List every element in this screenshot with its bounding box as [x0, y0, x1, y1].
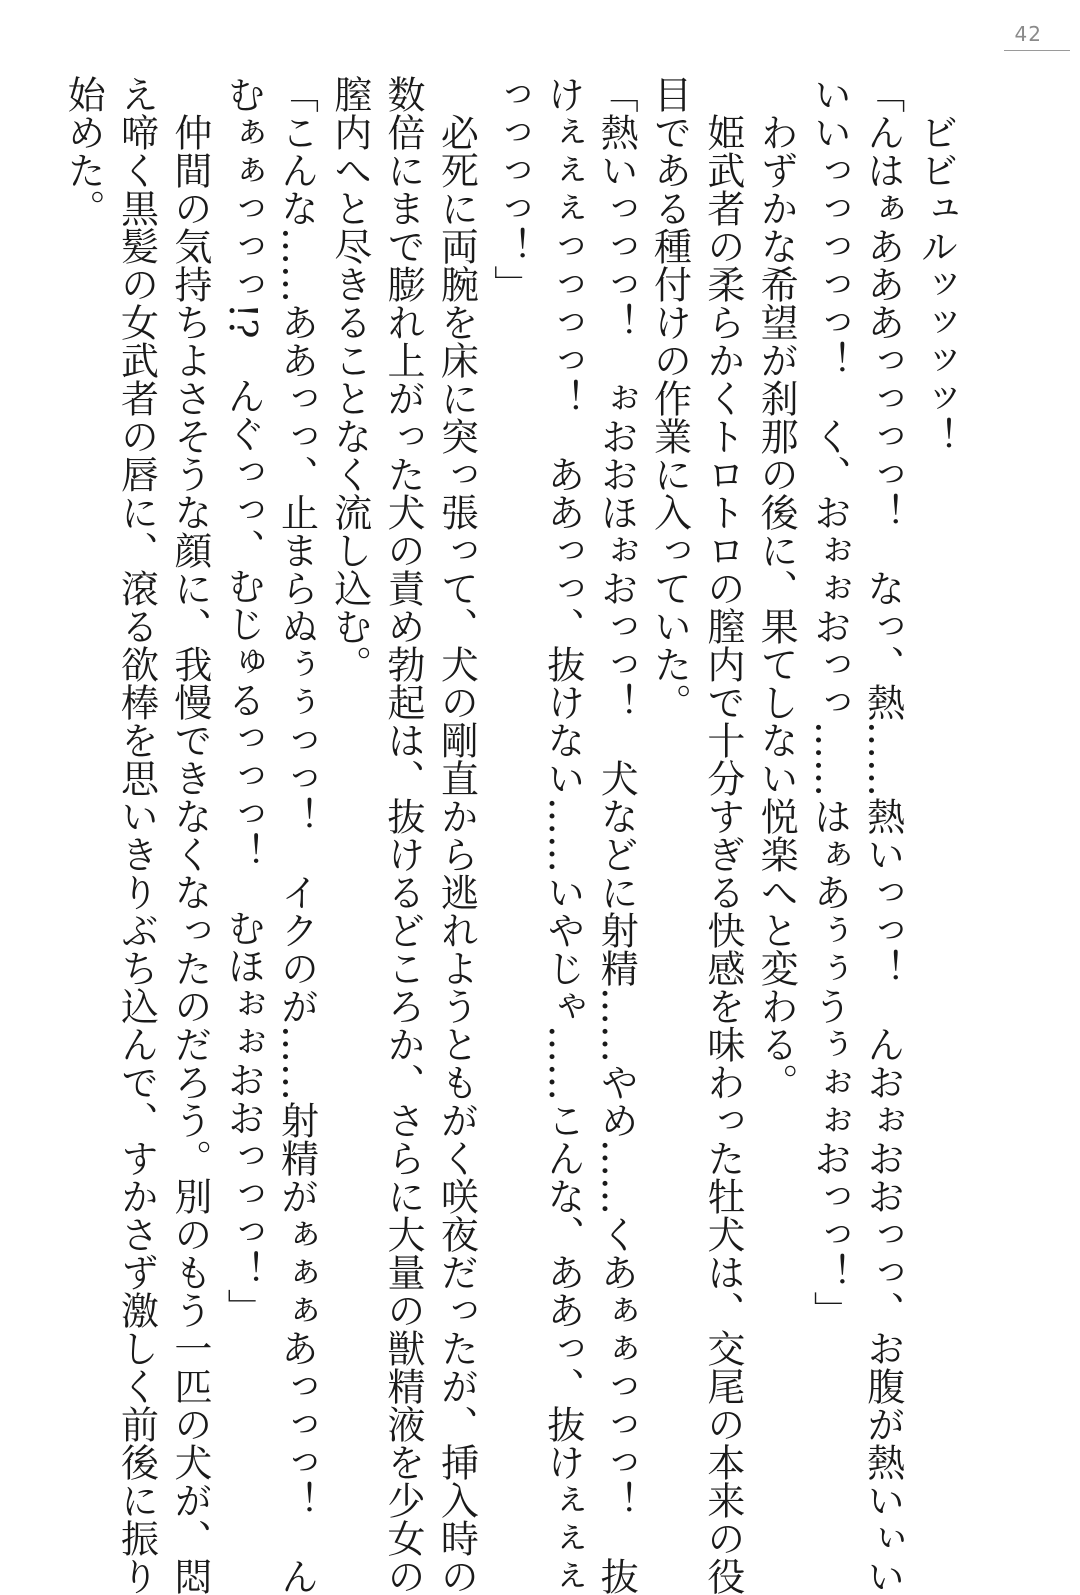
paragraph-3: わずかな希望が刹那の後に、果てしない悦楽へと変わる。 — [754, 75, 799, 1101]
paragraph-6: 必死に両腕を床に突っ張って、犬の剛直から逃れようともがく咲夜だったが、挿入時の 数倍にまで膨れ上がった犬の責め勃起は、抜けるどころか、さらに大量の獣精液を少女の 膣内へと尽きることなく流し込む。 — [327, 75, 479, 1595]
paragraph-8: 仲間の気持ちよさそうな顔に、我慢できなくなったのだろう。別のもう一匹の犬が、悶 え啼く黒髪の女武者の唇に、滾る欲棒を思いきりぶち込んで、すかさず激しく前後に振り 始めた。 — [61, 75, 212, 1595]
paragraph-7: 「こんな……ああっっ、止まらぬぅぅっっ！ イクのが……射精がぁぁぁあっっっ！ ん むぁぁっっっ!? んぐっっ、むじゅるっっっ！ むほぉぉおおっっっ！」 — [221, 75, 319, 1595]
paragraph-2: 「んはぁあああっっっっ！ なっ、熱……熱いっっ！ んおぉおおっっ、お腹が熱いぃい いいっっっっっ！ く、おぉぉおっっ……はぁあぅぅうぅぉぉおっっ！」 — [807, 75, 905, 1595]
page-number: 42 — [1014, 22, 1042, 46]
paragraph-1: ビビュルッッッッ！ — [914, 75, 958, 455]
header-rule — [1004, 50, 1070, 51]
vertical-text-body — [56, 75, 962, 1595]
paragraph-5: 「熱いっっっ！ ぉおおほぉおっっ！ 犬などに射精……やめ……くあぁぁっっっ！ 抜 けぇぇぇっっっっ！ ああっっ、抜けない……いやじゃ……こんな、ああっ、抜けぇぇぇ っっっっ！」 — [487, 75, 639, 1595]
paragraph-4: 姫武者の柔らかくトロトロの膣内で十分すぎる快感を味わった牡犬は、交尾の本来の役 目である種付けの作業に入っていた。 — [647, 75, 745, 1595]
